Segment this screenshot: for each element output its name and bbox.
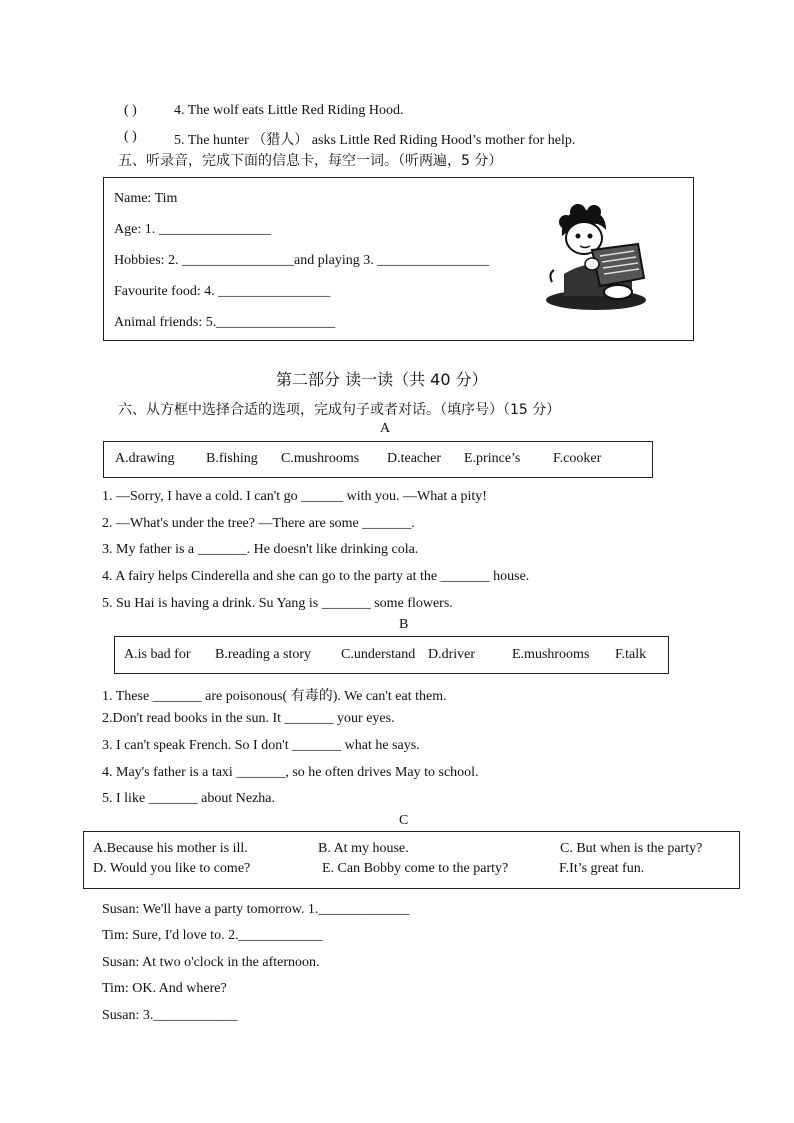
option-c: C. But when is the party? — [560, 841, 703, 856]
option-a: A.drawing — [115, 451, 175, 466]
dialogue-line-2: Tim: Sure, I'd love to. 2.____________ — [102, 928, 323, 943]
question-5-text: 5. The hunter （猎人） asks Little Red Riding Hood’s mother for help. — [174, 133, 576, 148]
option-a: A.is bad for — [124, 647, 191, 662]
card-age: Age: 1. ________________ — [114, 222, 271, 237]
option-e: E.prince’s — [464, 451, 521, 466]
group-c-options-box — [83, 831, 740, 889]
option-c: C.understand — [341, 647, 416, 662]
option-e: E.mushrooms — [512, 647, 590, 662]
group-a-question-1: 1. —Sorry, I have a cold. I can't go ______ with you. —What a pity! — [102, 489, 487, 504]
group-b-options-box — [114, 636, 669, 674]
section-6-heading: 六、从方框中选择合适的选项，完成句子或者对话。（填序号）（15 分） — [118, 402, 561, 418]
group-b-question-2: 2.Don't read books in the sun. It _______ your eyes. — [102, 711, 395, 726]
group-a-options-box — [103, 441, 653, 478]
group-a-question-3: 3. My father is a _______. He doesn't like drinking cola. — [102, 542, 419, 557]
question-5-paren: ( ) — [124, 129, 137, 144]
group-b-question-5: 5. I like _______ about Nezha. — [102, 791, 276, 806]
option-b: B. At my house. — [318, 841, 409, 856]
info-card — [103, 177, 694, 341]
section-5-heading: 五、听录音，完成下面的信息卡，每空一词。（听两遍，5 分） — [118, 153, 503, 169]
option-f: F.cooker — [553, 451, 602, 466]
group-a-question-4: 4. A fairy helps Cinderella and she can go to the party at the _______ house. — [102, 569, 530, 584]
boy-reading-illustration — [540, 204, 652, 312]
group-c-label: C — [399, 813, 409, 828]
group-b-label: B — [399, 617, 409, 632]
group-b-question-3: 3. I can't speak French. So I don't _______ what he says. — [102, 738, 420, 753]
option-a: A.Because his mother is ill. — [93, 841, 248, 856]
dialogue-line-3: Susan: At two o'clock in the afternoon. — [102, 955, 320, 970]
option-d: D.teacher — [387, 451, 442, 466]
question-4-paren: ( ) — [124, 103, 137, 118]
option-d: D. Would you like to come? — [93, 861, 251, 876]
question-4-text: 4. The wolf eats Little Red Riding Hood. — [174, 103, 404, 118]
group-a-question-5: 5. Su Hai is having a drink. Su Yang is _______ some flowers. — [102, 596, 453, 611]
option-c: C.mushrooms — [281, 451, 360, 466]
card-animals: Animal friends: 5._________________ — [114, 315, 336, 330]
option-b: B.reading a story — [215, 647, 312, 662]
card-name: Name: Tim — [114, 191, 178, 206]
group-b-question-1: 1. These _______ are poisonous( 有毒的). We can't eat them. — [102, 689, 447, 704]
option-d: D.driver — [428, 647, 476, 662]
card-hobbies: Hobbies: 2. ________________and playing 3. ________________ — [114, 253, 490, 268]
option-f: F.It’s great fun. — [559, 861, 645, 876]
option-e: E. Can Bobby come to the party? — [322, 861, 509, 876]
card-food: Favourite food: 4. ________________ — [114, 284, 331, 299]
option-f: F.talk — [615, 647, 647, 662]
option-b: B.fishing — [206, 451, 258, 466]
dialogue-line-5: Susan: 3.____________ — [102, 1008, 238, 1023]
group-a-label: A — [380, 421, 391, 436]
group-b-question-4: 4. May's father is a taxi _______, so he often drives May to school. — [102, 765, 479, 780]
dialogue-line-4: Tim: OK. And where? — [102, 981, 227, 996]
dialogue-line-1: Susan: We'll have a party tomorrow. 1._____________ — [102, 902, 410, 917]
group-a-question-2: 2. —What's under the tree? —There are some _______. — [102, 516, 415, 531]
part-2-title: 第二部分 读一读（共 40 分） — [276, 370, 488, 389]
